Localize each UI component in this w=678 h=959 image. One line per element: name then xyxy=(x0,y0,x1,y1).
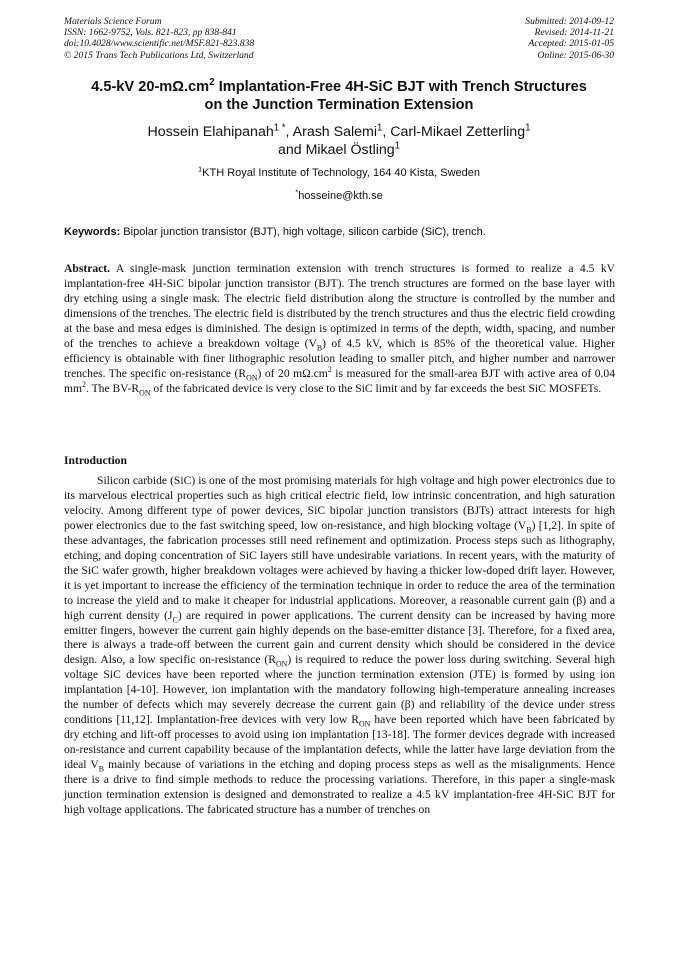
introduction-paragraph xyxy=(64,474,615,818)
intro-text: ) are required in power applications. The current density can be increased by having more emitter fingers, however the current gain highly depends on the base-emitter distance [3]. Therefore, for a fixed area, there is always a trade-off between the current gain and current density which should be considered in the device design. Also, a low specific on-resistance (R xyxy=(64,608,616,667)
abstract-text: A single-mask junction termination extension with trench structures is formed to realize a 4.5 kV implantation-free 4H-SiC bipolar junction transistor (BJT). The trench structures are formed on the base layer with dry etching using a single mask. The electric field distribution along the structure is controlled by the number and dimensions of the trenches. The electric field is distributed by the trench structures and thus the electric field crowding at the base and mesa edges is diminished. The design is optimized in terms of the depth, width, spacing, and number of the trenches to achieve a breakdown voltage (V xyxy=(64,262,615,350)
intro-subscript: B xyxy=(98,764,105,774)
title-line-1 xyxy=(40,78,638,96)
author-affiliation-mark: 1 xyxy=(394,139,401,151)
author-affiliation-mark: 1 xyxy=(525,122,531,134)
intro-text: have been reported which have been fabricated by dry etching and lift-off processes to avoid using ion implantation [13-18]. The former devices degrade with increased on-resistance and current capability because of the implantation defects, while the latter have large deviation from the ideal V xyxy=(64,713,615,772)
intro-subscript: ON xyxy=(275,659,288,669)
intro-text: ) [1,2]. In spite of these advantages, the fabrication processes still need refinement and optimization. Process steps such as lithography, etching, and doping concentration of SiC layers still have undesirable variations. In recent years, with the maturity of the SiC wafer growth, higher breakdown voltages were achieved by having a thicker low-doped drift layer. However, it is yet important to increase the efficiency of the termination technique in order to reduce the area of the termination to increase the yield and to make it cheaper for industrial applications. Moreover, a reasonable current gain (β) and a high current density (J xyxy=(64,518,616,622)
section-heading-introduction: Introduction xyxy=(64,454,127,467)
paper-title xyxy=(40,78,638,114)
abstract-paragraph xyxy=(64,262,615,397)
author-line-1 xyxy=(40,124,638,142)
affiliation xyxy=(40,166,638,180)
author-list xyxy=(40,124,638,159)
intro-subscript: C xyxy=(172,614,178,624)
email-text: hosseine@kth.se xyxy=(298,190,383,202)
author-name: , Carl-Mikael Zetterling xyxy=(382,124,526,140)
title-superscript: 2 xyxy=(209,77,215,89)
intro-text: Silicon carbide (SiC) is one of the most promising materials for high voltage and high power electronics due to its marvelous electrical properties such as high critical electric field, low intrinsic concentration, and high saturation velocity. Among different type of power devices, SiC bipolar junction transistors (BJTs) attract interests for high power electronics due to the fast switching speed, low on-resistance, and high blocking voltage (V xyxy=(64,474,615,532)
abstract-text: . The BV-R xyxy=(85,381,140,395)
title-part: 4.5-kV 20-mΩ.cm xyxy=(91,79,210,95)
title-line-2: on the Junction Termination Extension xyxy=(204,97,474,113)
intro-text: mainly because of variations in the etching and doping process steps as well as the misalignments. Hence there is a drive to find simple methods to reduce the processing variations. Therefore, in this paper a single-mask junction termination extension is designed and demonstrated to realize a 4.5 kV implantation-free 4H-SiC BJT for high voltage applications. The fabricated structure has a number of trenches on xyxy=(64,758,615,816)
corresponding-email xyxy=(40,189,638,203)
doi-line: doi:10.4028/www.scientific.net/MSF.821-823.838 xyxy=(64,38,255,50)
author-affiliation-mark: 1 xyxy=(377,122,383,134)
abstract-text: is measured for the small-area BJT with active area of 0.04 mm xyxy=(64,366,615,395)
copyright-line: © 2015 Trans Tech Publications Ltd, Switzerland xyxy=(64,49,254,61)
publication-info xyxy=(64,16,254,61)
journal-name: Materials Science Forum xyxy=(64,16,162,27)
email-mark: * xyxy=(295,187,299,197)
abstract-text: ) of 20 mΩ.cm xyxy=(257,366,328,380)
abstract-subscript: ON xyxy=(139,387,151,397)
intro-text: ) is required to reduce the power loss during switching. Several high voltage SiC devices have been reported where the junction termination extension (JTE) is formed by using ion implantation [4-10]. However, ion implantation with the mandatory following high-temperature annealing increases the number of defects which may severely decrease the current gain (β) and reliability of the device under stress conditions [11,12]. Implantation-free devices with very low R xyxy=(64,653,615,727)
affiliation-mark: 1 xyxy=(198,164,203,174)
revised-date: Revised: 2014-11-21 xyxy=(534,27,614,39)
online-date: Online: 2015-06-30 xyxy=(537,49,614,61)
abstract-text: of the fabricated device is very close to the SiC limit and by far exceeds the best SiC MOSFETs. xyxy=(150,381,602,395)
keywords xyxy=(64,225,624,239)
abstract-superscript: 2 xyxy=(327,364,332,374)
affiliation-text: KTH Royal Institute of Technology, 164 40 Kista, Sweden xyxy=(202,167,480,179)
keywords-text: Bipolar junction transistor (BJT), high voltage, silicon carbide (SiC), trench. xyxy=(120,226,486,238)
abstract-text: ) of 4.5 kV, which is 85% of the theoretical value. Higher efficiency is obtainable with finer lithographic resolution leading to smaller pitch, and higher number and narrower trenches. The specific on-resistance (R xyxy=(64,336,615,380)
author-name: Hossein Elahipanah xyxy=(147,124,274,140)
author-name: and Mikael Östling xyxy=(277,141,395,158)
keywords-label: Keywords: xyxy=(64,226,121,238)
issn-line: ISSN: 1662-9752, Vols. 821-823, pp 838-841 xyxy=(64,27,237,39)
publication-dates xyxy=(525,16,614,61)
author-affiliation-mark: 1 * xyxy=(273,122,286,134)
abstract-subscript: B xyxy=(316,343,323,353)
title-part: Implantation-Free 4H-SiC BJT with Trench Structures xyxy=(214,79,587,95)
abstract-superscript: 2 xyxy=(82,379,86,389)
intro-subscript: B xyxy=(526,525,532,535)
abstract-label: Abstract. xyxy=(64,262,111,275)
submitted-date: Submitted: 2014-09-12 xyxy=(525,16,614,27)
accepted-date: Accepted: 2015-01-05 xyxy=(528,38,614,50)
intro-subscript: ON xyxy=(358,719,371,729)
abstract-subscript: ON xyxy=(246,372,258,382)
author-line-2 xyxy=(40,139,638,160)
author-name: , Arash Salemi xyxy=(285,124,378,140)
